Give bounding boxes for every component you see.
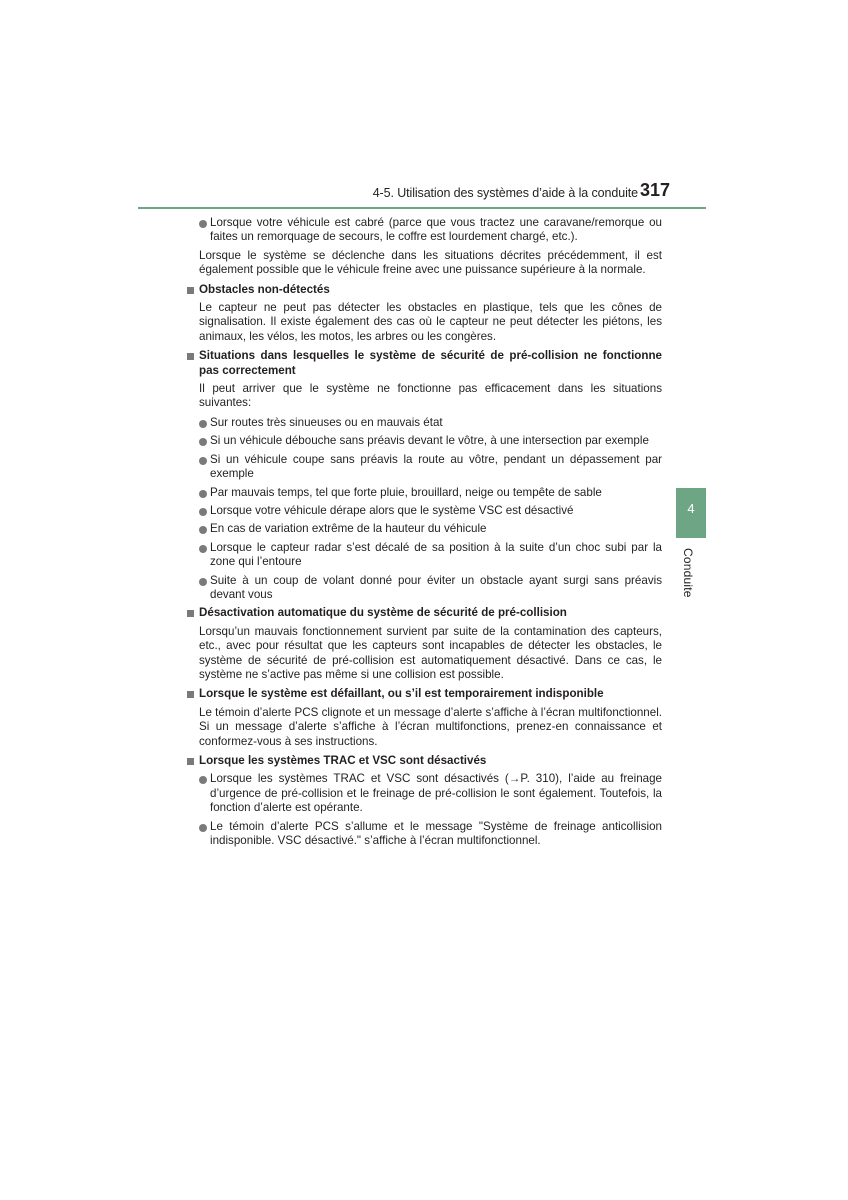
bullet-item: Lorsque votre véhicule dérape alors que le système VSC est désactivé bbox=[186, 504, 662, 518]
page-content bbox=[186, 216, 662, 852]
page-header bbox=[138, 178, 706, 208]
bullet-item: En cas de variation extrême de la hauteur du véhicule bbox=[186, 522, 662, 536]
section-heading: Situations dans lesquelles le système de sécurité de pré-collision ne fonctionne pas correctement bbox=[186, 349, 662, 378]
chapter-tab bbox=[676, 488, 706, 538]
bullet-item: Si un véhicule coupe sans préavis la route au vôtre, pendant un dépassement par exemple bbox=[186, 453, 662, 482]
bullet-item: Le témoin d’alerte PCS s’allume et le message "Système de freinage anticollision indisponible. VSC désactivé." s’affiche à l’écran multifonctionnel. bbox=[186, 820, 662, 849]
bullet-item: Lorsque le capteur radar s’est décalé de sa position à la suite d’un choc subi par la zone qui l’entoure bbox=[186, 541, 662, 570]
bullet-item: Par mauvais temps, tel que forte pluie, brouillard, neige ou tempête de sable bbox=[186, 486, 662, 500]
bullet-item: Si un véhicule débouche sans préavis devant le vôtre, à une intersection par exemple bbox=[186, 434, 662, 448]
section-heading: Lorsque le système est défaillant, ou s’il est temporairement indisponible bbox=[186, 687, 662, 701]
bullet-item: Suite à un coup de volant donné pour éviter un obstacle ayant surgi sans préavis devant vous bbox=[186, 574, 662, 603]
paragraph: Le témoin d’alerte PCS clignote et un message d’alerte s’affiche à l’écran multifonctionnel. Si un message d’alerte s’affiche à l’écran multifonctions, prenez-en connaissance et conformez-vous à ses instructions. bbox=[199, 705, 662, 748]
section-heading: Lorsque les systèmes TRAC et VSC sont désactivés bbox=[186, 754, 662, 768]
paragraph: Lorsque le système se déclenche dans les situations décrites précédemment, il est également possible que le véhicule freine avec une puissance supérieure à la normale. bbox=[199, 248, 662, 277]
chapter-number: 4 bbox=[687, 501, 695, 516]
section-heading: Désactivation automatique du système de sécurité de pré-collision bbox=[186, 606, 662, 620]
page-number: 317 bbox=[639, 180, 670, 200]
header-rule bbox=[138, 207, 706, 209]
section-title: 4-5. Utilisation des systèmes d’aide à la conduite bbox=[372, 186, 638, 200]
paragraph: Le capteur ne peut pas détecter les obstacles en plastique, tels que les cônes de signalisation. Il existe également des cas où le capteur ne peut détecter les piétons, les animaux, les vélos, les motos, les arbres ou les congères. bbox=[199, 301, 662, 343]
paragraph: Il peut arriver que le système ne fonctionne pas efficacement dans les situations suivantes: bbox=[199, 382, 662, 410]
bullet-item: Lorsque votre véhicule est cabré (parce que vous tractez une caravane/remorque ou faites un remorquage de secours, le coffre est lourdement chargé, etc.). bbox=[186, 216, 662, 245]
chapter-label: Conduite bbox=[681, 548, 695, 598]
section-heading: Obstacles non-détectés bbox=[186, 283, 662, 297]
paragraph: Lorsqu’un mauvais fonctionnement survient par suite de la contamination des capteurs, etc., avec pour résultat que les capteurs sont incapables de détecter les obstacles, le système de sécurité de pré-collision est automatiquement désactivé. Dans ce cas, le système ne s’active pas même si une collision est possible. bbox=[199, 624, 662, 681]
bullet-item: Sur routes très sinueuses ou en mauvais état bbox=[186, 416, 662, 430]
bullet-item: Lorsque les systèmes TRAC et VSC sont désactivés (→P. 310), l’aide au freinage d’urgence de pré-collision et le freinage de pré-collision le sont également. Toutefois, la fonction d’alerte est opérante. bbox=[186, 772, 662, 815]
